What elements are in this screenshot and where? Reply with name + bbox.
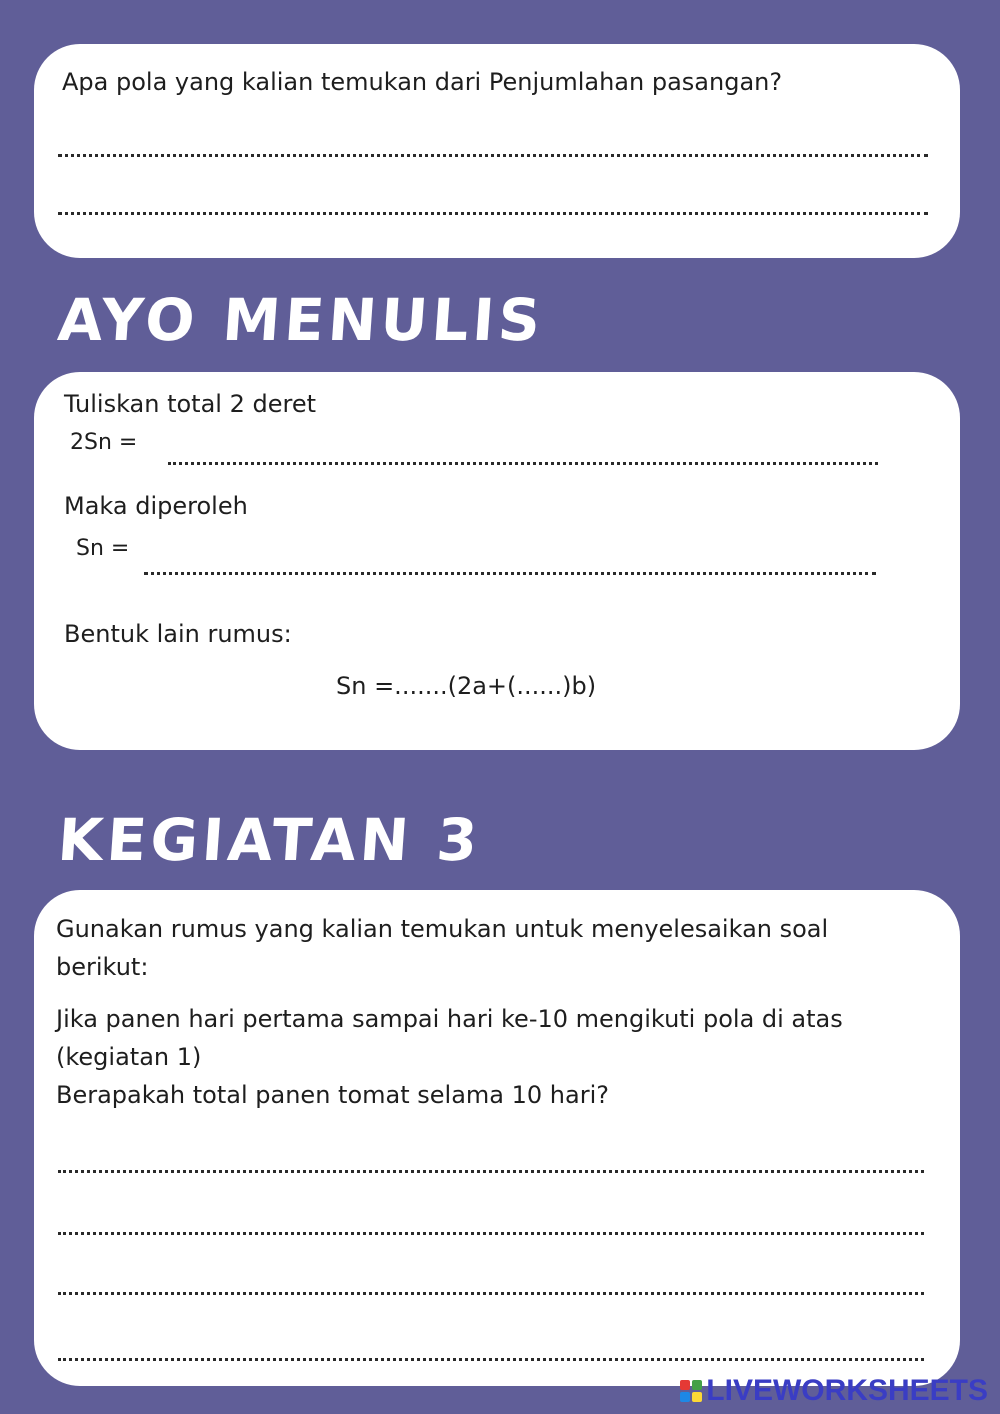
answer-field-total-1[interactable]	[58, 1140, 924, 1170]
answer-field-2sn[interactable]	[168, 434, 878, 462]
activity-problem-text: Jika panen hari pertama sampai hari ke-10 mengikuti pola di atas (kegiatan 1)	[56, 1005, 843, 1071]
answer-line	[58, 1292, 924, 1295]
question-pattern-text: Apa pola yang kalian temukan dari Penjumlahan pasangan?	[62, 68, 783, 96]
formula-card	[34, 372, 960, 750]
formula-sn-alt: Sn =.......(2a+(......)b)	[336, 672, 597, 700]
answer-field-total-2[interactable]	[58, 1202, 924, 1232]
section-heading-kegiatan-3: KEGIATAN 3	[55, 806, 484, 874]
answer-field-total-3[interactable]	[58, 1262, 924, 1292]
answer-line	[58, 1232, 924, 1235]
answer-field-sn[interactable]	[144, 544, 876, 572]
liveworksheets-logo-icon	[680, 1380, 702, 1402]
maka-diperoleh-text: Maka diperoleh	[64, 492, 248, 520]
answer-line	[144, 572, 876, 575]
logo-text: LIVEWORKSHEETS	[706, 1374, 988, 1407]
activity-question-text: Berapakah total panen tomat selama 10 hari?	[56, 1081, 609, 1109]
answer-field-pattern-2[interactable]	[58, 182, 928, 212]
label-sn: Sn =	[76, 536, 130, 561]
answer-line	[168, 462, 878, 465]
question-card-pattern	[34, 44, 960, 258]
answer-field-pattern-1[interactable]	[58, 124, 928, 154]
section-heading-ayo-menulis: AYO MENULIS	[55, 286, 547, 354]
bentuk-lain-text: Bentuk lain rumus:	[64, 620, 292, 648]
liveworksheets-logo[interactable]	[680, 1376, 988, 1406]
answer-line	[58, 1358, 924, 1361]
activity-3-card	[34, 890, 960, 1386]
answer-line	[58, 1170, 924, 1173]
answer-field-total-4[interactable]	[58, 1328, 924, 1358]
activity-instruction-text: Gunakan rumus yang kalian temukan untuk menyelesaikan soal berikut:	[56, 915, 829, 981]
label-2sn: 2Sn =	[70, 430, 138, 455]
answer-line	[58, 154, 928, 157]
answer-line	[58, 212, 928, 215]
instruction-total-text: Tuliskan total 2 deret	[64, 390, 317, 418]
